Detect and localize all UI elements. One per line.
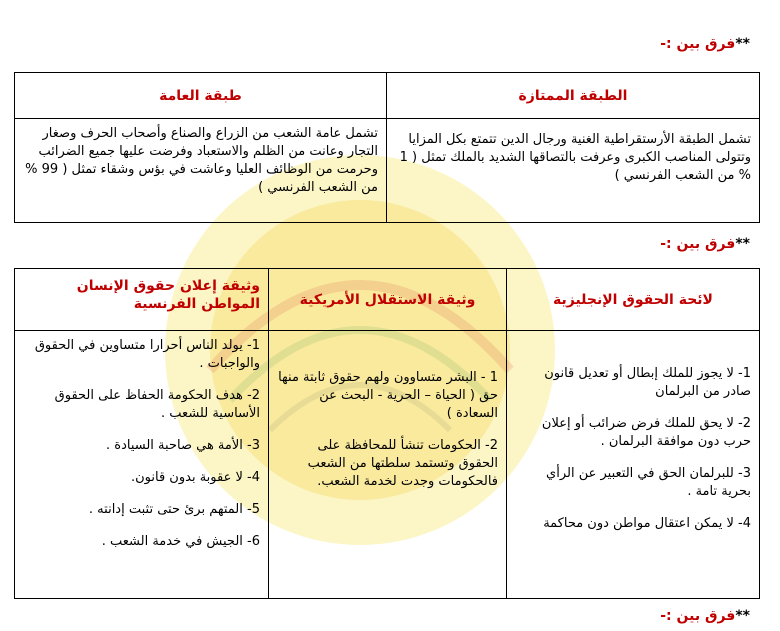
heading-3: **فرق بين :- bbox=[660, 608, 750, 624]
col-american-declaration bbox=[269, 331, 507, 599]
header-french-declaration: وثيقة إعلان حقوق الإنسان المواطن الفرنسية bbox=[15, 269, 269, 331]
list-item: 3- للبرلمان الحق في التعبير عن الرأي بحرية تامة . bbox=[546, 466, 751, 499]
list-item: 1- يولد الناس أحرارا متساوين في الحقوق والواجبات . bbox=[34, 338, 260, 371]
list-item: 1- لا يجوز للملك إبطال أو تعديل قانون صادر من البرلمان bbox=[544, 366, 751, 399]
heading-2: **فرق بين :- bbox=[660, 236, 750, 252]
list-item: 4- لا يمكن اعتقال مواطن دون محاكمة bbox=[543, 516, 751, 531]
cell-common-class: تشمل عامة الشعب من الزراع والصناع وأصحاب الحرف وصغار التجار وعانت من الظلم والاستعباد وفرضت عليها جميع الضرائب وحرمت من الوظائف العليا وعاشت في بؤس وشقاء تمثل ( 99 % من الشعب الفرنسي ) bbox=[15, 119, 387, 223]
table-documents bbox=[14, 268, 760, 599]
header-common-class: طبقة العامة bbox=[15, 73, 387, 119]
list-item: 3- الأمة هي صاحبة السيادة . bbox=[106, 438, 260, 453]
col-french-declaration bbox=[15, 331, 269, 599]
header-english-bill: لائحة الحقوق الإنجليزية bbox=[507, 269, 760, 331]
header-american-declaration: وثيقة الاستقلال الأمريكية bbox=[269, 269, 507, 331]
list-item: 4- لا عقوبة بدون قانون. bbox=[130, 470, 260, 485]
list-item: 1 - البشر متساوون ولهم حقوق ثابتة منها حق ( الحياة – الحرية - البحث عن السعادة ) bbox=[278, 370, 498, 421]
list-item: 5- المتهم برئ حتى تثبت إدانته . bbox=[88, 502, 260, 517]
heading-1: **فرق بين :- bbox=[660, 36, 750, 52]
table-classes bbox=[14, 72, 760, 223]
header-privileged-class: الطبقة الممتازة bbox=[387, 73, 760, 119]
list-item: 2- الحكومات تنشأ للمحافظة على الحقوق وتستمد سلطتها من الشعب فالحكومات وجدت لخدمة الشعب. bbox=[307, 438, 498, 489]
cell-privileged-class: تشمل الطبقة الأرستقراطية الغنية ورجال الدين تتمتع بكل المزايا وتتولى المناصب الكبرى وعرفت بالتصاقها الشديد بالملك تمثل ( 1 % من الشعب الفرنسي ) bbox=[387, 119, 760, 223]
list-item: 2- لا يحق للملك فرض ضرائب أو إعلان حرب دون موافقة البرلمان . bbox=[541, 416, 751, 449]
list-item: 2- هدف الحكومة الحفاظ على الحقوق الأساسية للشعب . bbox=[54, 388, 260, 421]
list-item: 6- الجيش في خدمة الشعب . bbox=[101, 534, 260, 549]
col-english-bill bbox=[507, 331, 760, 599]
